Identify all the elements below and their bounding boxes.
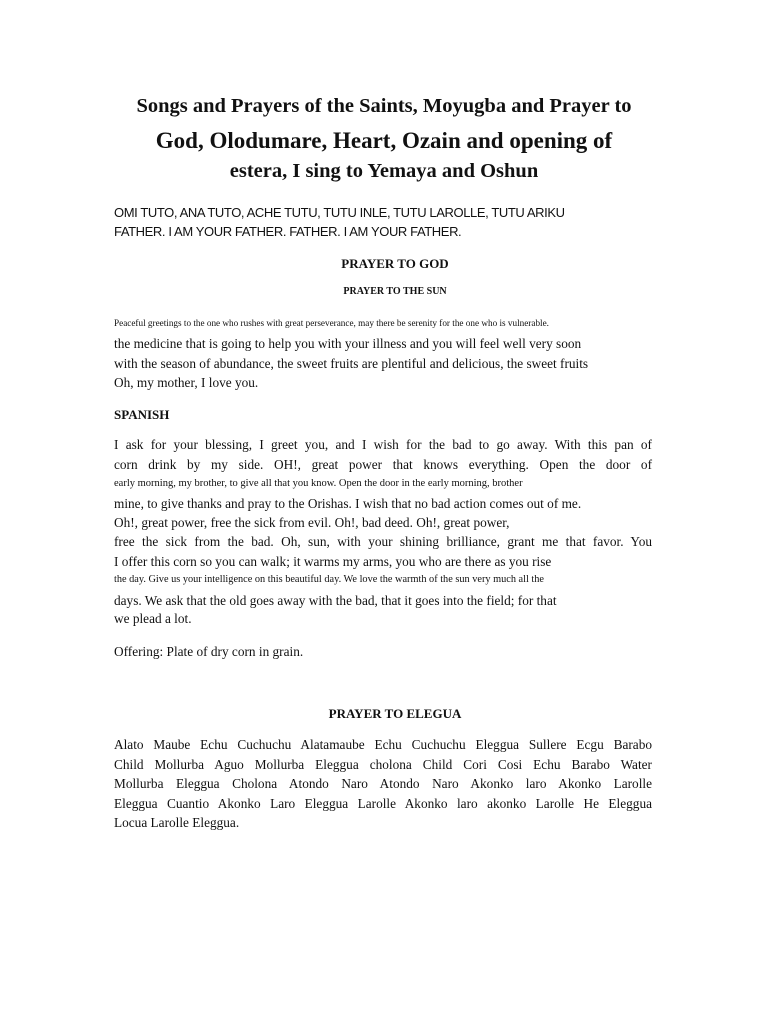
prayer-god-line-1: Peaceful greetings to the one who rushes with great perseverance, may there be serenity for the one who is vulnerable.	[114, 318, 549, 328]
title-line-2: God, Olodumare, Heart, Ozain and opening of	[155, 128, 613, 153]
elegua-line-5: Locua Larolle Eleggua.	[114, 815, 240, 830]
prayer-sun-subheading: PRAYER TO THE SUN	[343, 286, 447, 297]
spanish-line-4: mine, to give thanks and pray to the Orishas. I wish that no bad action comes out of me.	[114, 496, 582, 511]
prayer-god-line-4: Oh, my mother, I love you.	[114, 375, 259, 390]
spanish-line-2: corn drink by my side. OH!, great power that knows everything. Open the door of	[114, 457, 652, 472]
offering-text: Offering: Plate of dry corn in grain.	[114, 644, 304, 659]
spanish-line-1: I ask for your blessing, I greet you, and I wish for the bad to go away. With this pan of	[114, 437, 652, 452]
spanish-line-8: the day. Give us your intelligence on this beautiful day. We love the warmth of the sun very much all the	[114, 574, 544, 585]
spanish-heading: SPANISH	[114, 407, 170, 422]
title-line-1: Songs and Prayers of the Saints, Moyugba and Prayer to	[136, 95, 632, 117]
intro-line-2: FATHER. I AM YOUR FATHER. FATHER. I AM YOUR FATHER.	[114, 224, 462, 239]
spanish-line-7: I offer this corn so you can walk; it warms my arms, you who are there as you rise	[114, 554, 552, 569]
title-line-3: estera, I sing to Yemaya and Oshun	[229, 160, 539, 182]
elegua-line-4: Eleggua Cuantio Akonko Laro Eleggua Larolle Akonko laro akonko Larolle He Eleggua	[114, 796, 652, 811]
prayer-elegua-heading: PRAYER TO ELEGUA	[328, 706, 462, 721]
elegua-line-2: Child Mollurba Aguo Mollurba Eleggua cholona Child Cori Cosi Echu Barabo Water	[114, 757, 652, 772]
prayer-god-heading: PRAYER TO GOD	[341, 256, 449, 271]
spanish-line-3: early morning, my brother, to give all that you know. Open the door in the early morning, brother	[114, 478, 523, 489]
prayer-god-line-2: the medicine that is going to help you with your illness and you will feel well very soon	[114, 336, 582, 351]
elegua-line-3: Mollurba Eleggua Cholona Atondo Naro Atondo Naro Akonko laro Akonko Larolle	[114, 776, 652, 791]
spanish-line-6: free the sick from the bad. Oh, sun, with your shining brilliance, grant me that favor. You	[114, 534, 652, 549]
spanish-line-5: Oh!, great power, free the sick from evil. Oh!, bad deed. Oh!, great power,	[114, 515, 510, 530]
intro-line-1: OMI TUTO, ANA TUTO, ACHE TUTU, TUTU INLE, TUTU LAROLLE, TUTU ARIKU	[114, 205, 565, 220]
prayer-god-line-3: with the season of abundance, the sweet fruits are plentiful and delicious, the sweet fruits	[114, 356, 589, 371]
elegua-line-1: Alato Maube Echu Cuchuchu Alatamaube Echu Cuchuchu Eleggua Sullere Ecgu Barabo	[114, 737, 652, 752]
spanish-line-10: we plead a lot.	[114, 611, 192, 626]
spanish-line-9: days. We ask that the old goes away with the bad, that it goes into the field; for that	[114, 593, 557, 608]
